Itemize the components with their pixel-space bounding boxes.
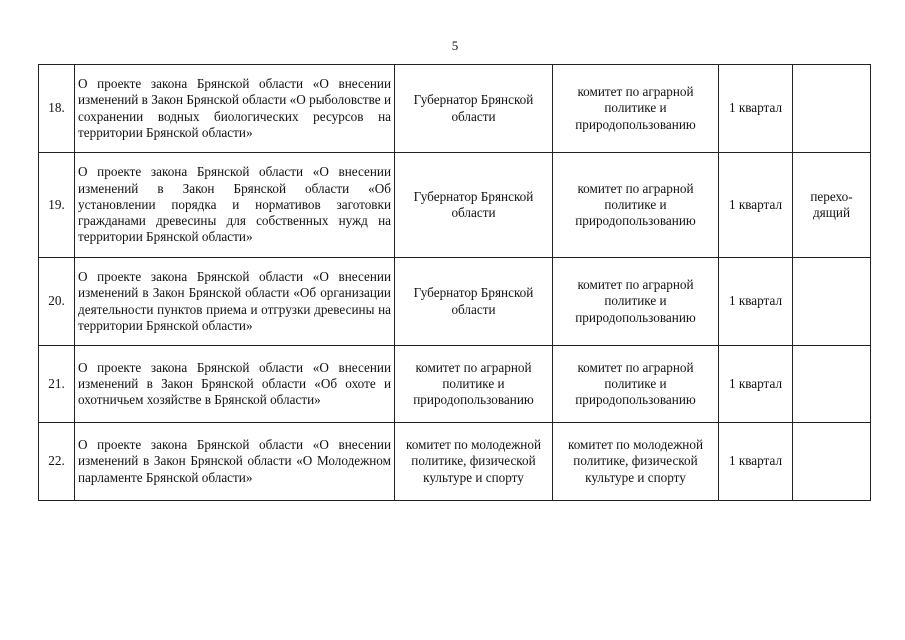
- row-number: 21.: [39, 346, 75, 423]
- responsible-committee: комитет по аграрной политике и природопользованию: [553, 65, 719, 153]
- page-number: 5: [451, 38, 459, 53]
- table-row: [39, 258, 871, 346]
- bill-author: Губернатор Брянской области: [395, 258, 553, 346]
- term: 1 квартал: [719, 423, 793, 501]
- bill-author: комитет по аграрной политике и природопользованию: [395, 346, 553, 423]
- row-number: 20.: [39, 258, 75, 346]
- table-row: [39, 346, 871, 423]
- bill-title: О проекте закона Брянской области «О внесении изменений в Закон Брянской области «Об охоте и охотничьем хозяйстве в Брянской области»: [75, 346, 395, 423]
- term: 1 квартал: [719, 258, 793, 346]
- bill-title: О проекте закона Брянской области «О внесении изменений в Закон Брянской области «О рыболовстве и сохранении водных биологических ресурсов на территории Брянской области»: [75, 65, 395, 153]
- table-row: [39, 65, 871, 153]
- note: перехо-дящий: [793, 153, 871, 258]
- row-number: 22.: [39, 423, 75, 501]
- responsible-committee: комитет по молодежной политике, физической культуре и спорту: [553, 423, 719, 501]
- term: 1 квартал: [719, 65, 793, 153]
- row-number: 19.: [39, 153, 75, 258]
- bill-author: Губернатор Брянской области: [395, 65, 553, 153]
- bill-author: Губернатор Брянской области: [395, 153, 553, 258]
- bill-title: О проекте закона Брянской области «О внесении изменений в Закон Брянской области «О Молодежном парламенте Брянской области»: [75, 423, 395, 501]
- term: 1 квартал: [719, 153, 793, 258]
- bill-title: О проекте закона Брянской области «О внесении изменений в Закон Брянской области «Об установлении порядка и нормативов заготовки гражданами древесины для собственных нужд на территории Брянской области»: [75, 153, 395, 258]
- bill-title: О проекте закона Брянской области «О внесении изменений в Закон Брянской области «Об организации деятельности пунктов приема и отгрузки древесины на территории Брянской области»: [75, 258, 395, 346]
- note: [793, 346, 871, 423]
- responsible-committee: комитет по аграрной политике и природопользованию: [553, 346, 719, 423]
- note: [793, 65, 871, 153]
- legislative-plan-table: [38, 64, 871, 501]
- row-number: 18.: [39, 65, 75, 153]
- responsible-committee: комитет по аграрной политике и природопользованию: [553, 258, 719, 346]
- note: [793, 423, 871, 501]
- note: [793, 258, 871, 346]
- table-row: [39, 423, 871, 501]
- bill-author: комитет по молодежной политике, физической культуре и спорту: [395, 423, 553, 501]
- responsible-committee: комитет по аграрной политике и природопользованию: [553, 153, 719, 258]
- table-row: [39, 153, 871, 258]
- term: 1 квартал: [719, 346, 793, 423]
